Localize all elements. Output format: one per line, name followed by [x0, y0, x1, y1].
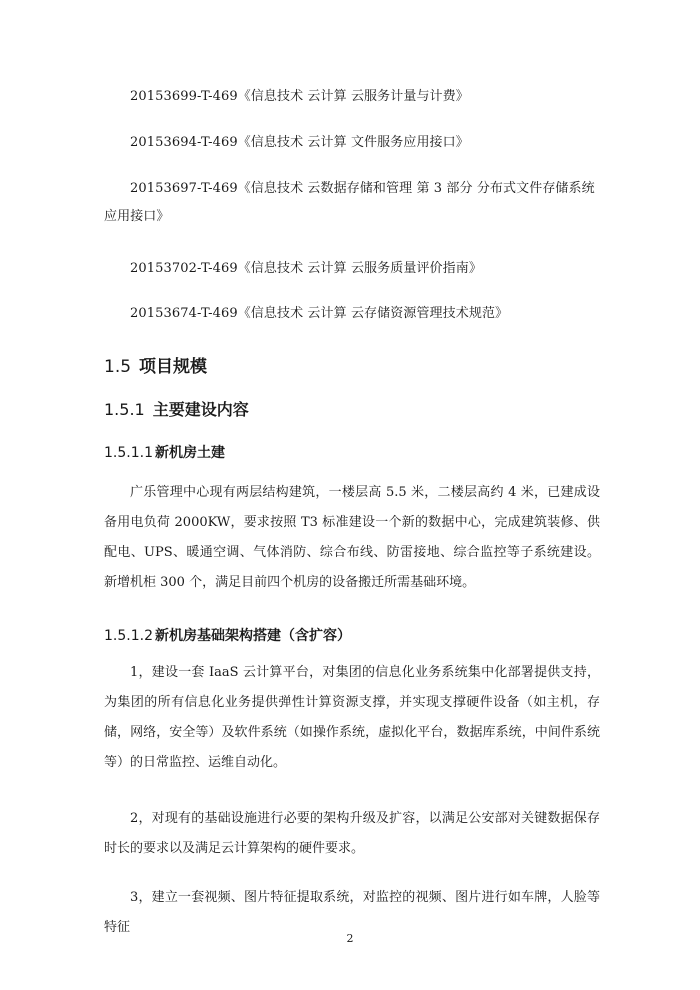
list-item-paragraph: 3，建立一套视频、图片特征提取系统，对监控的视频、图片进行如车牌，人脸等特征 [104, 890, 600, 935]
section-title: 主要建设内容 [152, 400, 249, 419]
section-title: 项目规模 [139, 357, 208, 377]
section-number: 1.5.1.1 [104, 445, 153, 461]
body-paragraph: 广乐管理中心现有两层结构建筑，一楼层高 5.5 米，二楼层高约 4 米，已建成设备用电负荷 2000KW，要求按照 T3 标准建设一个新的数据中心，完成建筑装修、供配电、UPS、暖通空调、气体消防、综合布线、防雷接地、综合监控等子系统建设。新增机柜 300 个，满足目前四个机房的设备搬迁所需基础环境。 [104, 485, 600, 590]
list-item-paragraph: 2，对现有的基础设施进行必要的架构升级及扩容，以满足公安部对关键数据保存时长的要求以及满足云计算架构的硬件要求。 [104, 811, 600, 856]
page-number: 2 [346, 932, 354, 945]
section-title: 新机房土建 [154, 445, 225, 461]
reference-line: 20153674-T-469《信息技术 云计算 云存储资源管理技术规范》 [130, 306, 509, 321]
section-heading-1-5 [104, 352, 207, 377]
section-heading-1-5-1 [104, 397, 249, 420]
reference-line: 20153702-T-469《信息技术 云计算 云服务质量评价指南》 [130, 261, 482, 276]
reference-line: 20153697-T-469《信息技术 云数据存储和管理 第 3 部分 分布式文件存储系统应用接口》 [104, 181, 595, 224]
section-number: 1.5.1 [104, 400, 145, 419]
list-item-paragraph: 1，建设一套 IaaS 云计算平台，对集团的信息化业务系统集中化部署提供支持，为集团的所有信息化业务提供弹性计算资源支撑，并实现支撑硬件设备（如主机，存储，网络，安全等）及软件系统（如操作系统，虚拟化平台，数据库系统，中间件系统等）的日常监控、运维自动化。 [104, 665, 600, 770]
section-number: 1.5 [104, 357, 132, 377]
section-heading-1-5-1-1 [104, 442, 225, 462]
reference-line: 20153699-T-469《信息技术 云计算 云服务计量与计费》 [130, 89, 469, 104]
section-heading-1-5-1-2 [104, 625, 351, 645]
reference-line: 20153694-T-469《信息技术 云计算 文件服务应用接口》 [130, 135, 469, 150]
section-number: 1.5.1.2 [104, 628, 153, 644]
section-title: 新机房基础架构搭建（含扩容） [154, 628, 351, 644]
